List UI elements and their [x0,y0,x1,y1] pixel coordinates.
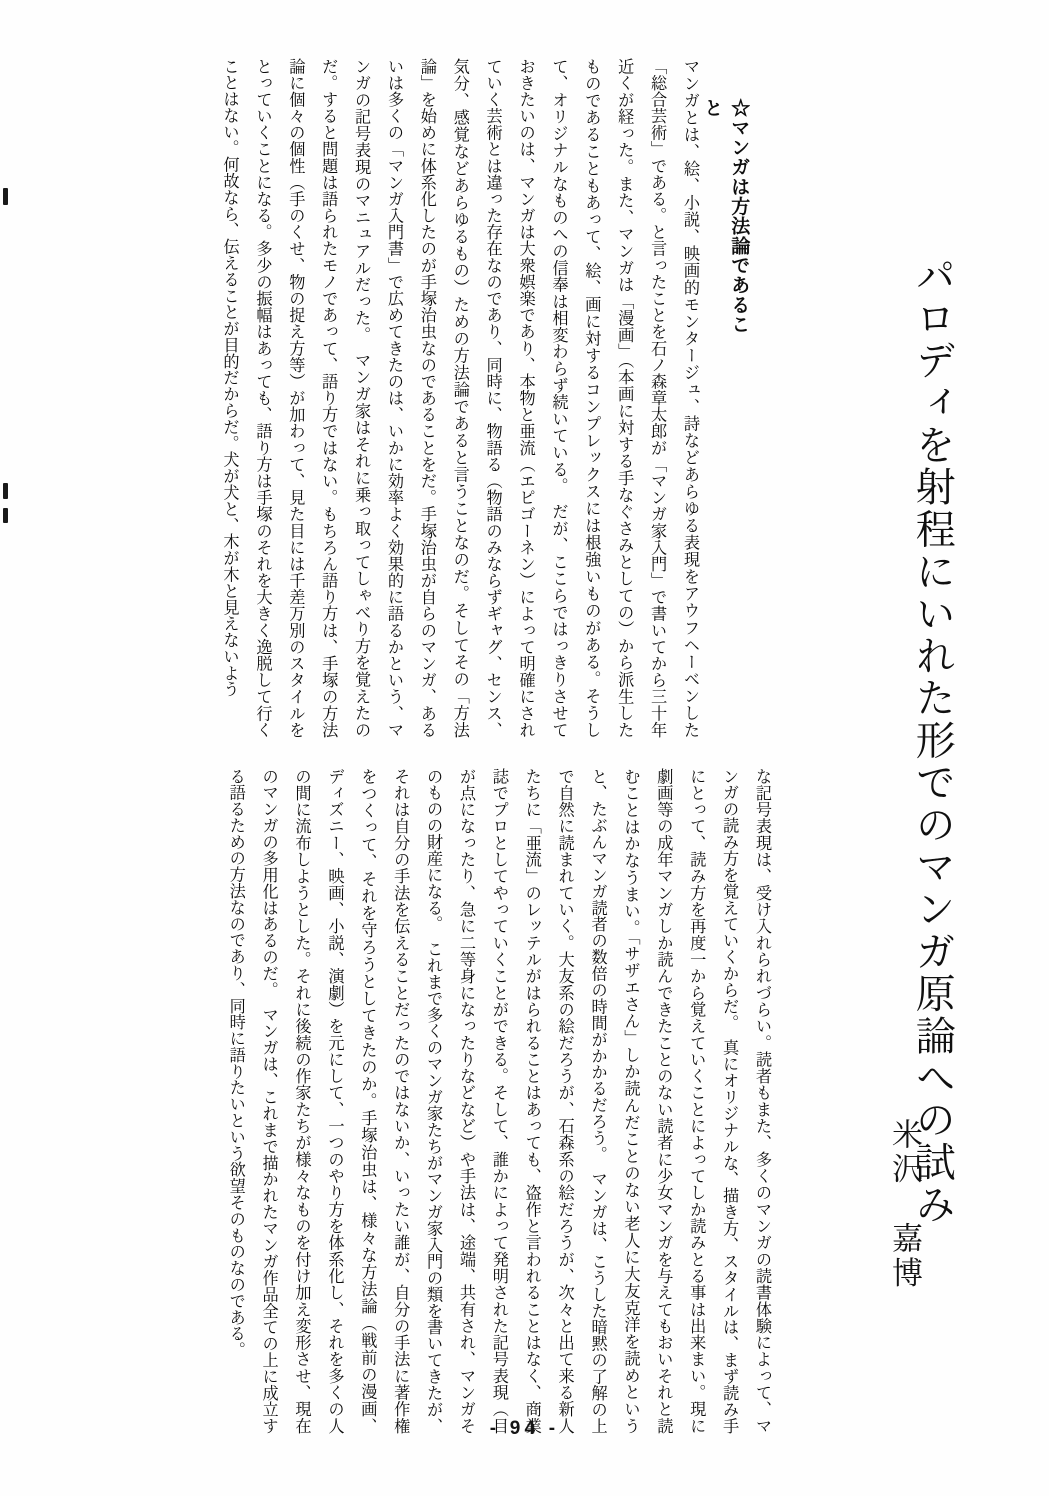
scan-artifact-mark [3,483,8,499]
scan-artifact-mark [3,188,8,205]
author-block [881,1118,928,1348]
scan-artifact-mark [3,508,8,523]
page-title: パロディを射程にいれた形でのマンガ原論への試み [910,255,956,1226]
author-name: 米沢 嘉博 [887,1118,922,1292]
body-text-lower: な記号表現は、受け入れられづらい。読者もまた、多くのマンガの読書体験によって、マンガの読み方を覚えていくからだ。 真にオリジナルな、描き方、スタイルは、まず読み手にとって、読み方を再度一から覚えていくことによってしか読みとる事は出来まい。現に劇画等の成年マンガしか読んできたことのない読者に少女マンガを与えてもおいそれと読むことはかなうまい。「サザエさん」しか読んだことのない老人に大友克洋を読めというと、たぶんマンガ読者の数倍の時間がかかるだろう。 マンガは、こうした暗黙の了解の上で自然に読まれていく。大友系の絵だろうが、石森系の絵だろうが、次々と出て来る新人たちに「亜流」のレッテルがはられることはあっても、盗作と言われることはなく、商業誌でプロとしてやっていくことができる。そして、誰かによって発明された記号表現（目が点になったり、急に二等身になったりなどなど）や手法は、途端、共有され、マンガそのものの財産になる。 これまで多くのマンガ家たちがマンガ家入門の類を書いてきたが、それは自分の手法を伝えることだったのではないか、いったい誰が、自分の手法に著作権をつくって、それを守ろうとしてきたのか。手塚治虫は、様々な方法論（戦前の漫画、ディズニー、映画、小説、演劇）を元にして、一つのやり方を体系化し、それを多くの人の間に流布しようとした。それに後続の作家たちが様々なものを付け加え変形させ、現在のマンガの多用化はあるのだ。 マンガは、これまで描かれたマンガ作品全ての上に成立する語るための方法なのであり、同時に語りたいという欲望そのものなのである。 [226,768,771,1434]
page-number: - 94 - [489,1418,560,1439]
section-heading: ☆マンガは方法論であること [701,98,750,334]
body-text-upper: マンガとは、絵、小説、映画的モンタージュ、詩などあらゆる表現をアウフヘーベンした「総合芸術」である。と言ったことを石ノ森章太郎が「マンガ家入門」で書いてから三十年近くが経った。また、マンガは「漫画」（本画に対する手なぐさみとしての）から派生したものであることもあって、絵、画に対するコンプレックスには根強いものがある。そうして、オリジナルなものへの信奉は相変わらず続いている。 だが、ここらではっきりさせておきたいのは、マンガは大衆娯楽であり、本物と亜流（エピゴーネン）によって明確にされていく芸術とは違った存在なのであり、同時に、物語る（物語のみならずギャグ、センス、気分、感覚などあらゆるもの）ための方法論であると言うことなのだ。そしてその「方法論」を始めに体系化したのが手塚治虫なのであることをだ。手塚治虫が自らのマンガ、あるいは多くの「マンガ入門書」で広めてきたのは、いかに効率よく効果的に語るかという、マンガの記号表現のマニュアルだった。 マンガ家はそれに乗っ取ってしゃべり方を覚えたのだ。すると問題は語られたモノであって、語り方ではない。もちろん語り方は、手塚の方法論に個々の個性（手のくせ、物の捉え方等）が加わって、見た目には千差万別のスタイルをとっていくことになる。多少の振幅はあっても、語り方は手塚のそれを大きく逸脱して行くことはない。何故なら、伝えることが目的だからだ。犬が犬と、木が木と見えないよう [220,58,699,738]
